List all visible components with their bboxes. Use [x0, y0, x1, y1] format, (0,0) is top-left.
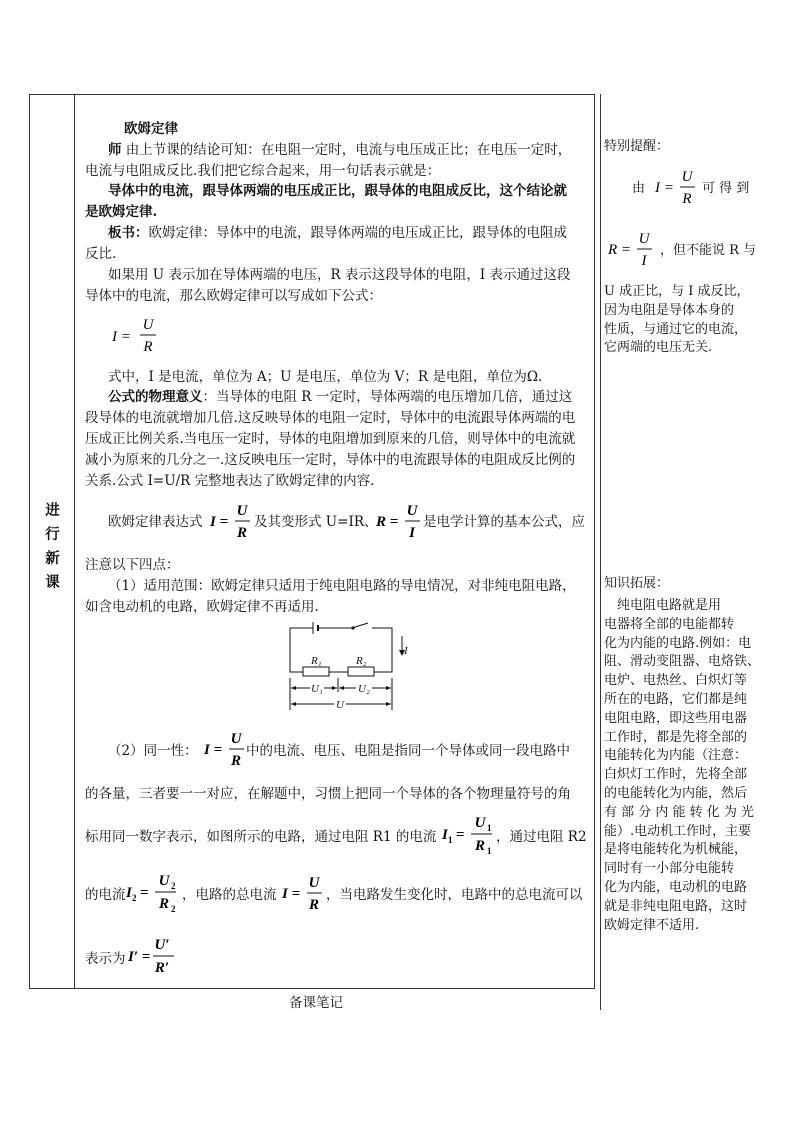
note-line: 的电能转化为内能，然后: [604, 785, 748, 801]
note-line: U 成正比，与 I 成反比，: [604, 284, 750, 299]
note-line: 阻、滑动变阻器、电烙铁、: [604, 654, 761, 670]
text: （2）同一性：: [108, 743, 198, 759]
svg-text:R =: R =: [608, 242, 632, 258]
note-line: 化为内能的电路.例如：电: [604, 635, 752, 651]
note-line: 电炉、电热丝、白炽灯等: [604, 673, 748, 689]
paragraph-line: [108, 141, 571, 159]
u-label: U: [336, 699, 344, 711]
i-label: I: [404, 645, 408, 657]
svg-text:R: R: [158, 896, 170, 912]
section-label: [30, 499, 75, 595]
svg-text:U: U: [638, 231, 650, 247]
svg-text:I: I: [126, 885, 132, 901]
text: 及其变形式 U=IR、: [254, 514, 378, 530]
svg-text:I: I: [641, 253, 647, 269]
svg-text:1: 1: [487, 846, 492, 856]
side-title: 特别提醒：: [604, 139, 670, 154]
note-line: 纯电阻电路就是用: [604, 598, 722, 613]
svg-text:U: U: [406, 503, 418, 519]
section-char: 课: [45, 575, 60, 591]
note-line: 化为内能，电动机的电路: [604, 879, 748, 895]
bold-line: 是欧姆定律.: [85, 204, 158, 220]
paragraph-line: 导体中的电流，那么欧姆定律可以写成如下公式：: [85, 288, 382, 304]
text: ，当电路发生变化时，电路中的总电流可以: [326, 887, 583, 903]
circuit-diagram: [284, 620, 414, 712]
svg-text:=: =: [140, 885, 149, 901]
text: 欧姆定律：导体中的电流，跟导体两端的电压成正比，跟导体的电阻成: [148, 225, 567, 241]
section-char: 新: [45, 551, 60, 567]
svg-text:1: 1: [448, 835, 453, 845]
note-line: 白炽灯工作时，先将全部: [604, 767, 748, 783]
svg-text:=: =: [456, 827, 465, 843]
svg-text:I =: I =: [655, 180, 674, 196]
ohm-formula: [110, 313, 170, 359]
tag: 公式的物理意义: [108, 389, 203, 405]
paragraph-line: （1）适用范围：欧姆定律只适用于纯电阻电路的导电情况，对非纯电阻电路，: [108, 578, 576, 594]
svg-text:1: 1: [487, 823, 492, 833]
svg-text:R: R: [236, 525, 248, 541]
inline-formula: [374, 500, 424, 544]
r2-label: R₂: [356, 655, 367, 667]
svg-text:R′: R′: [154, 960, 170, 976]
svg-text:U: U: [158, 873, 170, 889]
paragraph-line: 反比.: [85, 246, 117, 262]
note-line: 工作时，都是先将全部的: [604, 729, 748, 745]
side-title: 知识拓展：: [604, 576, 670, 591]
text: 是电学计算的基本公式，应: [423, 514, 585, 530]
paragraph-line: 如含电动机的电路，欧姆定律不再适用.: [85, 599, 319, 615]
text: 注意以下四点：: [85, 557, 180, 573]
svg-text:2: 2: [171, 881, 176, 891]
inline-formula: [653, 166, 701, 210]
blackboard-line: [108, 224, 567, 242]
u1-label: U₁: [311, 683, 323, 695]
paragraph-line: 如果用 U 表示加在导体两端的电压，R 表示这段导体的电阻，I 表示通过这段: [108, 267, 571, 283]
svg-text:U: U: [236, 503, 248, 519]
inline-formula: [202, 728, 248, 772]
text: ，通过电阻 R2: [496, 829, 587, 845]
paragraph-line: 电流与电阻成反比.我们把它综合起来，用一句话表示就是：: [85, 163, 441, 179]
svg-text:R: R: [308, 897, 320, 913]
inline-formula: [606, 228, 660, 272]
svg-text:U: U: [230, 731, 242, 747]
svg-text:R: R: [682, 191, 692, 207]
side-note: [604, 597, 787, 935]
svg-text:I: I: [409, 525, 415, 541]
text: 由: [632, 181, 646, 196]
note-line: 电阻电路，即这些用电器: [604, 710, 748, 726]
paragraph-line: 段导体的电流就增加几倍.这反映导体的电阻一定时，导体中的电流跟导体两端的电: [85, 410, 576, 426]
note-line: 就是非纯电阻电路，这时: [604, 898, 748, 914]
inline-formula: [280, 872, 326, 916]
meaning-line: [108, 388, 572, 406]
svg-text:R =: R =: [376, 514, 399, 530]
note-line: 有 部 分 内 能 转 化 为 光: [604, 804, 755, 820]
svg-text:U′: U′: [154, 937, 170, 953]
note-line: 能）.电动机工作时，主要: [604, 823, 752, 839]
note-line: 因为电阻是导体本身的: [604, 302, 735, 318]
text: 表示为: [85, 951, 126, 967]
inline-formula: [440, 812, 496, 858]
paragraph-line: 式中，I 是电流，单位为 A；U 是电压，单位为 V；R 是电阻，单位为Ω.: [108, 369, 543, 385]
svg-text:I =: I =: [204, 742, 223, 758]
r1-label: R₁: [311, 655, 322, 667]
section-char: 进: [45, 503, 60, 519]
paragraph-line: 压成正比例关系.当电压一定时，导体的电阻增加到原来的几倍，则导体中的电流就: [85, 431, 576, 447]
text: 中的电流、电压、电阻是指同一个导体或同一段电路中: [246, 743, 570, 759]
footer-label: 备课笔记: [289, 995, 343, 1011]
note-line: 性质，与通过它的电流，: [604, 321, 748, 337]
text: ，但不能说 R 与: [660, 243, 757, 258]
svg-text:U: U: [308, 875, 320, 891]
paragraph-line: 减小为原来的几分之一.这反映电压一定时，导体中的电流跟导体的电阻成反比例的: [85, 452, 576, 468]
u2-label: U₂: [358, 683, 370, 695]
bold-line: 导体中的电流，跟导体两端的电压成正比，跟导体的电阻成反比，这个结论就: [108, 183, 567, 199]
svg-text:R: R: [474, 838, 486, 854]
formula-den: R: [143, 339, 153, 355]
svg-text:2: 2: [132, 893, 137, 903]
note-line: 同时有一小部分电能转: [604, 861, 735, 877]
note-line: 所在的电路，它们都是纯: [604, 691, 748, 707]
svg-text:U: U: [681, 169, 693, 185]
heading: 欧姆定律: [124, 121, 178, 137]
notes-divider: [600, 94, 601, 1010]
text: ：当导体的电阻 R 一定时，导体两端的电压增加几倍，通过这: [202, 389, 573, 405]
text: 标用同一数字表示，如图所示的电路，通过电阻 R1 的电流: [85, 829, 437, 845]
note-line: 是将电能转化为机械能，: [604, 842, 748, 858]
svg-text:I =: I =: [282, 886, 301, 902]
svg-text:I =: I =: [210, 514, 229, 530]
text: ，电路的总电流: [182, 887, 277, 903]
svg-text:I′ =: I′ =: [128, 949, 151, 965]
section-char: 行: [45, 527, 60, 543]
side-note: [604, 283, 787, 358]
note-line: 欧姆定律不适用.: [604, 917, 700, 933]
svg-text:R: R: [230, 753, 242, 769]
text: 欧姆定律表达式: [108, 514, 203, 530]
note-line: 电器将全部的电能都转: [604, 616, 735, 632]
note-line: 电能转化为内能（注意：: [604, 748, 748, 764]
inline-formula: [124, 870, 182, 916]
note-line: 它两端的电压无关.: [604, 340, 713, 356]
paragraph-line: 关系.公式 I=U/R 完整地表达了欧姆定律的内容.: [85, 473, 375, 489]
section-column: [30, 95, 75, 988]
text: 的电流: [85, 887, 126, 903]
svg-text:I: I: [442, 827, 448, 843]
text: 可 得 到: [702, 181, 750, 196]
formula-num: U: [142, 317, 154, 333]
svg-text:2: 2: [171, 904, 176, 914]
svg-text:U: U: [474, 815, 486, 831]
text: 由上节课的结论可知：在电阻一定时，电流与电压成正比；在电压一定时，: [121, 142, 572, 158]
formula-lhs: I =: [112, 329, 131, 345]
speaker: 师: [108, 142, 122, 158]
text: 的各量，三者要一一对应，在解题中，习惯上把同一个导体的各个物理量符号的角: [85, 786, 571, 802]
tag: 板书：: [108, 225, 149, 241]
inline-formula: [208, 500, 256, 544]
inline-formula: [126, 934, 178, 980]
